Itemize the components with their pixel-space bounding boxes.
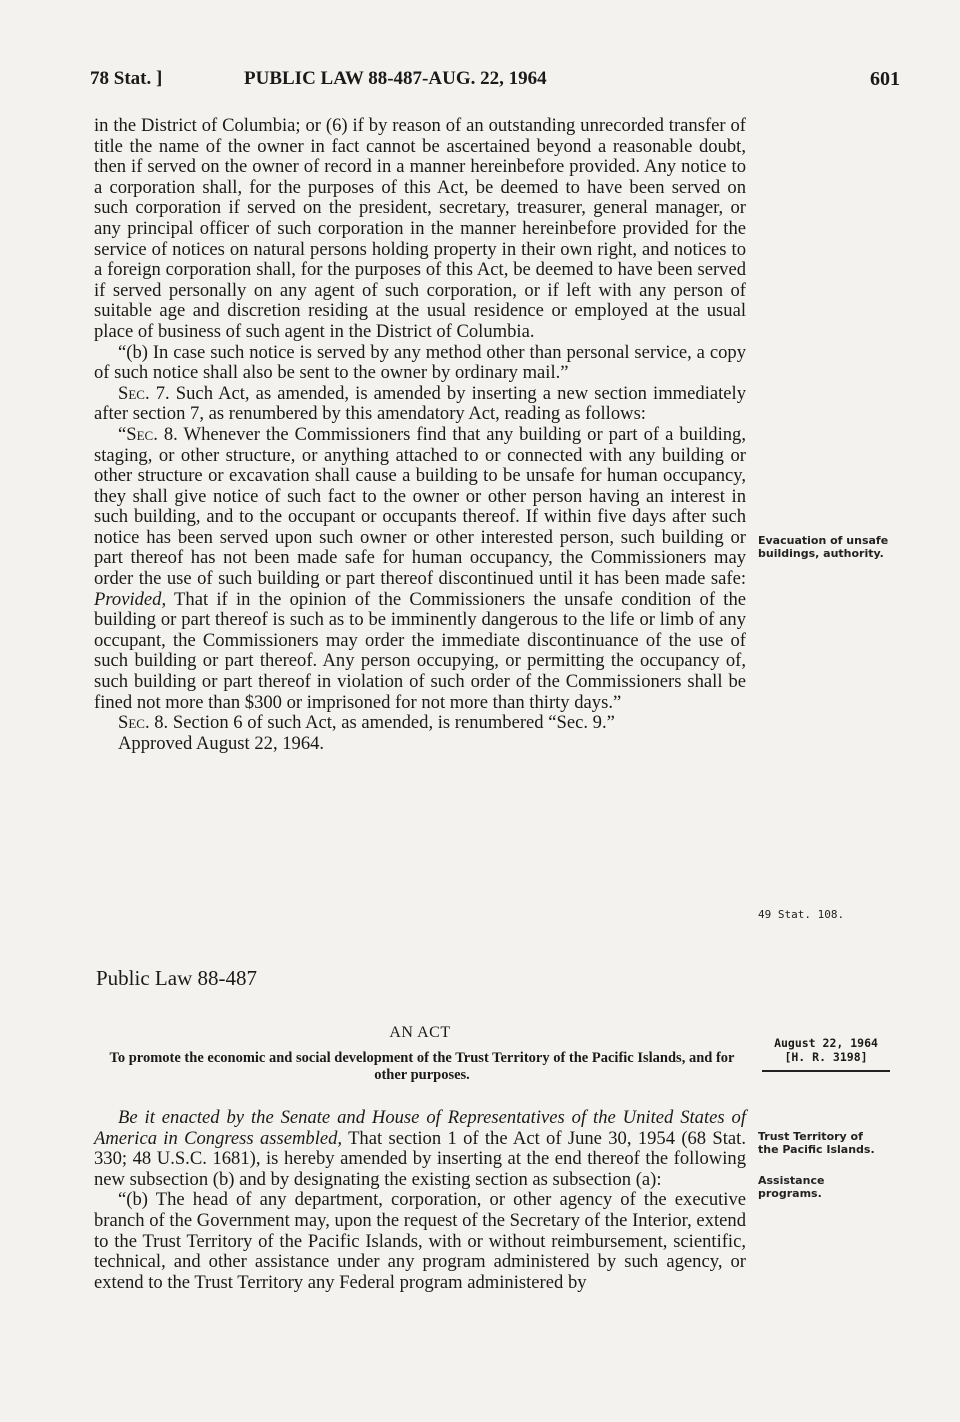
section-label: “Sec. 8. [118,423,178,445]
page-header [90,68,902,96]
margin-note-stat-ref: 49 Stat. 108. [758,908,845,921]
public-law-heading: Public Law 88-487 [96,966,257,990]
section-text: Section 6 of such Act, as amended, is renumbered “Sec. 9.” [172,712,615,734]
section-label: Sec. 7. [118,382,170,404]
paragraph-subsection-b: “(b) In case such notice is served by any method other than personal service, a copy of such notice shall also be sent to the owner by ordinary mail.” [94,341,746,384]
bill-reference [762,1036,890,1072]
page-number: 601 [870,68,900,90]
paragraph-notice-service: in the District of Columbia; or (6) if by reason of an outstanding unrecorded transfer of title the name of the owner in fact cannot be ascertained beyond a reasonable doubt, then if served on the owner of record in a manner hereinbefore provided. Any notice to a corporation shall, for the purposes of this Act, be deemed to have been served on such corporation if served on the president, secretary, treasurer, general manager, or any principal officer of such corporation in the manner hereinbefore provided for the service of notices on natural persons holding property in their own right, and notices to a foreign corporation shall, for the purposes of this Act, be deemed to have been served if served personally on any agent of such corporation, or if left with any person of suitable age and discretion residing at the usual residence or employed at the usual place of business of such agent in the District of Columbia. [94,115,746,342]
enacting-text: That section 1 of the Act of June 30, 1954 (68 Stat. 330; 48 U.S.C. 1681), is hereby amended by inserting at the end thereof the following new subsection (b) and by designating the existing section as subsection (a): [94,1127,747,1190]
divider [762,1070,890,1072]
margin-note-trust-territory: Trust Territory of the Pacific Islands. [758,1130,875,1156]
bill-number: [H. R. 3198] [784,1050,868,1064]
enactment-date: August 22, 1964 [774,1036,878,1050]
volume-reference: 78 Stat. ] [90,68,163,89]
section-text: Such Act, as amended, is amended by inserting a new section immediately after section 7, as renumbered by this amendatory Act, reading as follows: [94,382,746,425]
paragraph-assistance: “(b) The head of any department, corporation, or other agency of the executive branch of the Government may, upon the request of the Secretary of the Interior, extend to the Trust Territory of the Pacific Islands, with or without reimbursement, scientific, technical, and other assistance under any program administered by such agency, or extend to the Trust Territory any Federal program administered by [94,1189,746,1293]
act-purpose: To promote the economic and social development of the Trust Territory of the Pacific Islands, and for other purposes. [109,1050,735,1083]
enacting-clause: Be it enacted by the Senate and House of Representatives of the United States of America in Congress assembled, [94,1107,746,1149]
margin-note-evacuation: Evacuation of unsafe buildings, authority. [758,534,889,560]
approval-date: Approved August 22, 1964. [118,732,325,754]
section-text-continued: That if in the opinion of the Commissioners the unsafe condition of the building or part thereof is such as to be imminently dangerous to the life or limb of any occupant, the Commissioners may order the immediate discontinuance of the use of such building or part thereof. Any person occupying, or permitting the occupancy of, such building or part thereof in violation of such order of the Commissioners shall be fined not more than $300 or imprisoned for not more than thirty days.” [94,588,747,713]
law-title: PUBLIC LAW 88-487-AUG. 22, 1964 [244,68,547,89]
section-label: Sec. 8. [118,712,169,734]
paragraph-enacting [94,1108,746,1190]
paragraph-sec-8-quoted [94,425,746,713]
margin-note-assistance: Assistance programs. [758,1174,825,1200]
act-heading: AN ACT [389,1024,451,1041]
paragraph-sec-7 [94,384,746,425]
section-text: Whenever the Commissioners find that any building or part of a building, staging, or other structure, or anything attached to or connected with any building or other structure or excavation shall cause a building to be unsafe for human occupancy, they shall give notice of such fact to the owner or other person having an interest in such building, and to the occupant or occupants thereof. If within five days after such notice has been served upon such owner or other interested person, such building or part thereof has not been made safe for human occupancy, the Commissioners may order the use of such building or part thereof discontinued until it has been made safe: [94,423,746,590]
section-two-body [94,1108,746,1293]
section-one-body [94,116,746,754]
proviso-label: Provided, [94,588,167,610]
paragraph-sec-8-renumber [94,713,746,734]
